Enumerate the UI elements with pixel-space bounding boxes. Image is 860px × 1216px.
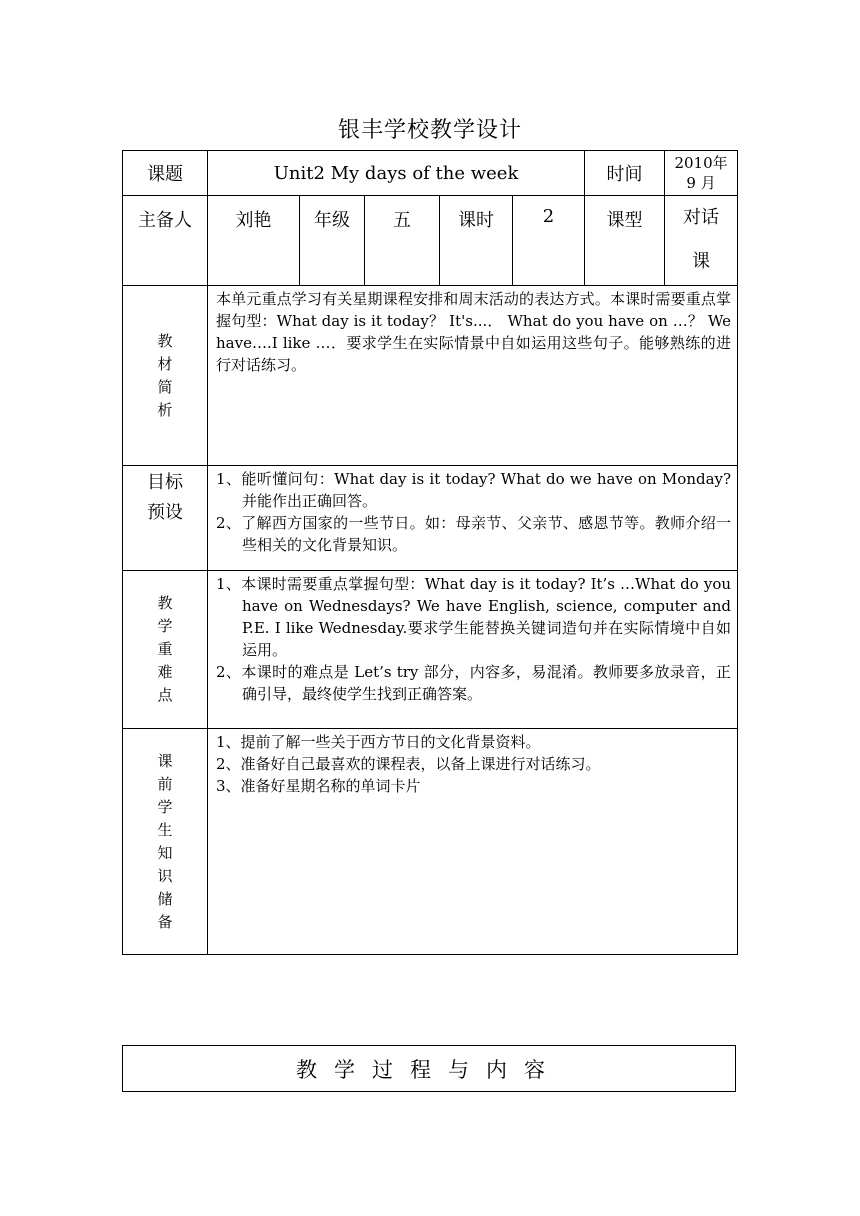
goals-label <box>123 466 208 571</box>
analysis-label-char: 简 <box>157 377 173 396</box>
goals-content <box>208 466 738 571</box>
subject-label: 课题 <box>123 151 208 196</box>
prep-row <box>123 729 738 955</box>
prep-item: 2、准备好自己最喜欢的课程表，以备上课进行对话练习。 <box>216 755 601 773</box>
type-value-line2: 课 <box>692 251 711 272</box>
lesson-plan-table <box>122 150 738 955</box>
prep-label-char: 课 <box>157 751 173 770</box>
type-label: 课型 <box>585 196 665 286</box>
analysis-label <box>123 286 208 466</box>
preparer-label: 主备人 <box>123 196 208 286</box>
time-label: 时间 <box>585 151 665 196</box>
period-label: 课时 <box>440 196 513 286</box>
grade-value: 五 <box>365 196 440 286</box>
key-points-content <box>208 571 738 729</box>
key-points-label-char: 难 <box>157 663 173 681</box>
goals-label-line1: 目标 <box>147 472 183 493</box>
key-points-label-char: 学 <box>157 617 173 635</box>
type-value <box>665 196 738 286</box>
prep-content <box>208 729 738 955</box>
time-value-line1: 2010年 <box>674 154 728 172</box>
prep-label <box>123 729 208 955</box>
preparer-value: 刘艳 <box>208 196 300 286</box>
subject-value: Unit2 My days of the week <box>208 151 585 196</box>
prep-label-char: 识 <box>157 866 173 885</box>
goals-row <box>123 466 738 571</box>
time-value <box>665 151 738 196</box>
process-heading: 教学过程与内容 <box>296 1057 562 1082</box>
process-heading-box <box>122 1045 736 1092</box>
key-points-row <box>123 571 738 729</box>
goals-label-line2: 预设 <box>147 502 183 523</box>
prep-label-char: 备 <box>157 912 173 931</box>
prep-label-char: 学 <box>157 797 173 816</box>
prep-label-char: 储 <box>157 889 173 908</box>
period-value: 2 <box>513 196 585 286</box>
goal-item: 1、能听懂问句：What day is it today? What do we have on Monday?并能作出正确回答。 <box>216 470 732 510</box>
grade-label: 年级 <box>300 196 365 286</box>
analysis-row <box>123 286 738 466</box>
analysis-label-char: 析 <box>157 400 173 419</box>
key-point-item: 1、本课时需要重点掌握句型：What day is it today? It’s …What do you have on Wednesdays? We have English, science, computer and P.E. I like Wednesday.要求学生能替换关键词造句并在实际情境中自如运用。 <box>216 575 732 659</box>
key-points-label <box>123 571 208 729</box>
prep-item: 3、准备好星期名称的单词卡片 <box>216 777 421 795</box>
type-value-line1: 对话 <box>683 207 720 228</box>
prep-label-char: 生 <box>157 820 173 839</box>
analysis-label-char: 教 <box>157 331 173 350</box>
key-point-item: 2、本课时的难点是 Let’s try 部分，内容多，易混淆。教师要多放录音，正确引导，最终使学生找到正确答案。 <box>216 663 732 703</box>
prep-label-char: 知 <box>157 843 173 862</box>
document-title: 银丰学校教学设计 <box>337 118 522 143</box>
analysis-label-char: 材 <box>157 354 173 373</box>
time-value-line2: 9 月 <box>686 174 716 192</box>
key-points-label-char: 点 <box>157 686 173 704</box>
subject-row <box>123 151 738 196</box>
goal-item: 2、了解西方国家的一些节日。如：母亲节、父亲节、感恩节等。教师介绍一些相关的文化背景知识。 <box>216 514 732 554</box>
prep-label-char: 前 <box>157 774 173 793</box>
key-points-label-char: 重 <box>157 640 173 658</box>
prep-item: 1、提前了解一些关于西方节日的文化背景资料。 <box>216 733 541 751</box>
analysis-text: 本单元重点学习有关星期课程安排和周末活动的表达方式。本课时需要重点掌握句型：What day is it today？ It's...． What do you have on …？ We have….I like …．要求学生在实际情景中自如运用这些句子。能够熟练的进行对话练习。 <box>208 286 738 466</box>
key-points-label-char: 教 <box>157 594 173 612</box>
preparer-row <box>123 196 738 286</box>
